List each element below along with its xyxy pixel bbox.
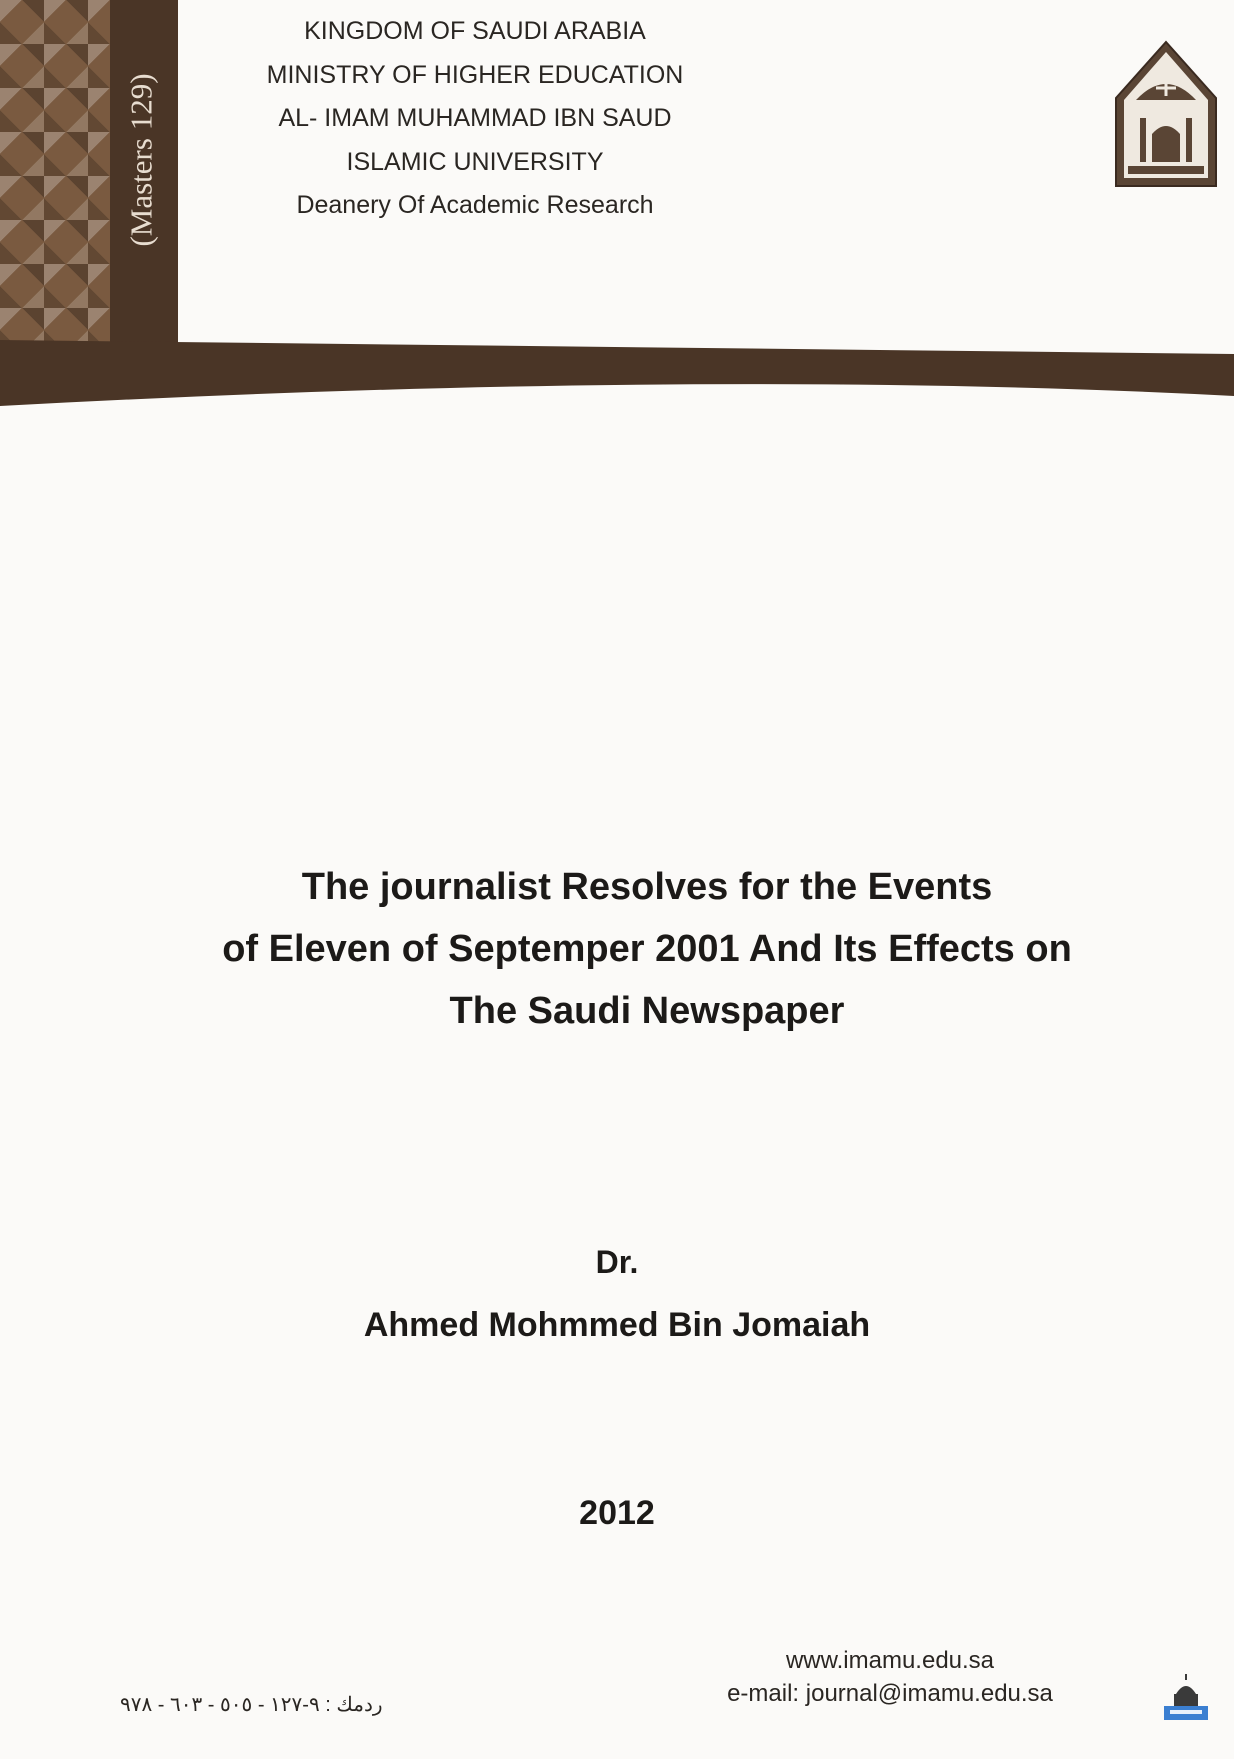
document-title — [110, 856, 1184, 1042]
university-building-icon — [1158, 1672, 1214, 1724]
email-link[interactable]: e-mail: journal@imamu.edu.sa — [727, 1680, 1053, 1707]
header-line: MINISTRY OF HIGHER EDUCATION — [266, 60, 684, 89]
header-line: KINGDOM OF SAUDI ARABIA — [304, 17, 646, 45]
title-line: The journalist Resolves for the Events — [301, 866, 993, 908]
header-line: AL- IMAM MUHAMMAD IBN SAUD — [278, 104, 672, 132]
book-pattern-decoration — [0, 0, 110, 360]
isbn-number: ردمك : ٩-١٢٧ - ٥٠٥ - ٦٠٣ - ٩٧٨ — [120, 1694, 383, 1716]
header-line: Deanery Of Academic Research — [296, 191, 654, 219]
title-line: of Eleven of Septemper 2001 And Its Effects on — [222, 928, 1072, 970]
publication-year: 2012 — [579, 1494, 655, 1532]
institution-header — [250, 10, 700, 228]
author-title: Dr. — [595, 1244, 639, 1280]
title-line: The Saudi Newspaper — [449, 990, 845, 1032]
series-label — [112, 40, 172, 280]
header-band — [0, 340, 1234, 410]
contact-info — [700, 1644, 1080, 1710]
series-label-text: (Masters 129) — [124, 73, 160, 247]
header-line: ISLAMIC UNIVERSITY — [346, 147, 604, 176]
side-decorative-strip — [0, 0, 178, 360]
website-link[interactable]: www.imamu.edu.sa — [785, 1647, 995, 1674]
university-emblem-icon — [1112, 38, 1220, 190]
author-name: Ahmed Mohmmed Bin Jomaiah — [363, 1306, 871, 1344]
